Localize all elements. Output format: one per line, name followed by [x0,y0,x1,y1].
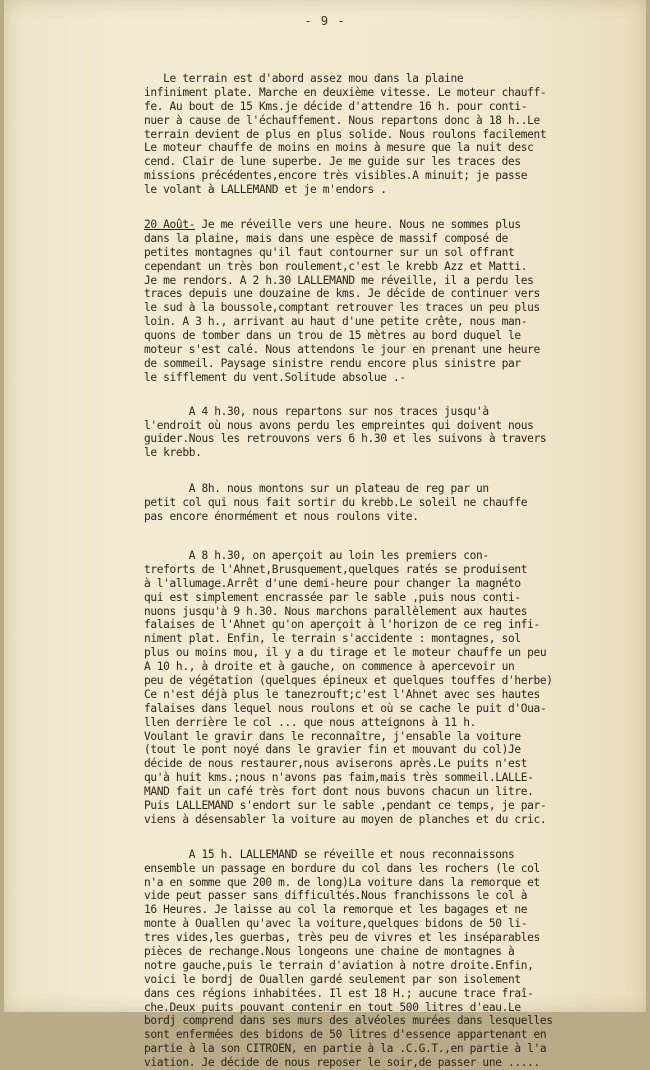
line-text: monte à Ouallen qu'avec la voiture,quelques bidons de 50 li- [144,917,528,931]
line-text: nuons jusqu'à 9 h.30. Nous marchons parallèlement aux hautes [144,604,528,618]
line-text: dans ces régions inhabitées. Il est 18 H.; aucune trace fraî- [144,986,534,1000]
line-text: bordj comprend dans ses murs des alvéoles murées dans lesquelles [144,1014,553,1028]
text-line [144,357,644,371]
paragraph [144,405,644,461]
text-line [144,688,644,702]
line-text: Le terrain est d'abord assez mou dans la plaine [144,72,464,85]
paragraph-spacer [144,827,644,848]
line-text: le sud à la boussole,comptant retrouver les traces un peu plus [144,301,540,315]
text-line [144,959,644,973]
line-text: de sommeil. Paysage sinistre rendu encore plus sinistre par [144,356,521,370]
line-text: treforts de l'Ahnet,Brusquement,quelques ratés se produisent [144,562,528,576]
text-line [144,618,644,632]
line-text: A 4 h.30, nous repartons sur nos traces jusqu'à [144,404,489,418]
line-text: A 15 h. LALLEMAND se réveille et nous reconnaissons [144,847,515,861]
text-line [144,799,644,813]
text-line [144,1028,644,1042]
text-line [144,482,644,496]
text-line [144,446,644,460]
text-line [144,183,644,197]
text-line [144,128,644,142]
paragraph-spacer [144,460,644,482]
line-text: traces depuis une douzaine de kms. Je décide de continuer vers [144,287,540,301]
line-text: Ce n'est déjà plus le tanezrouft;c'est l'Ahnet avec ses hautes [144,687,540,701]
line-text: infiniment plate. Marche en deuxième vitesse. Le moteur chauff- [144,85,547,99]
text-line [144,931,644,945]
text-line [144,577,644,591]
line-text: A 8 h.30, on aperçoit au loin les premiers con- [144,548,489,562]
paragraph [144,218,644,385]
line-text: quons de tomber dans un trou de 15 mètres au bord duquel le [144,329,521,343]
document-body [144,72,644,1070]
line-text: pas encore énormément et nous roulons vite. [144,510,419,524]
text-line [144,903,644,917]
line-text: guider.Nous les retrouvons vers 6 h.30 et les suivons à travers [144,432,547,446]
line-text: Puis LALLEMAND s'endort sur le sable ,pendant ce temps, je par- [144,798,547,812]
text-line [144,563,644,577]
paragraph [144,848,644,1070]
line-text: plus ou moins mou, il y a du tirage et le moteur chauffe un peu [144,646,547,660]
line-text: qui est simplement encrassée par le sable ,puis nous conti- [144,590,521,604]
paragraph [144,549,644,827]
text-line [144,660,644,674]
line-text: 16 Heures. Je laisse au col la remorque et les bagages et ne [144,903,528,917]
text-line [144,287,644,301]
text-line [144,329,644,343]
line-text: pièces de rechange.Nous longeons une chaine de montagnes à [144,944,515,958]
line-text: falaises dans lequel nous roulons et où se cache le puit d'Oua- [144,701,547,715]
line-text: fe. Au bout de 15 Kms.je décide d'attendre 16 h. pour conti- [144,99,528,113]
line-text: peu de végétation (quelques épineux et quelques touffes d'herbe) [144,673,553,687]
paragraph [144,482,644,524]
line-text: niment plat. Enfin, le terrain s'accidente : montagnes, sol [144,632,521,646]
text-line [144,343,644,357]
text-line [144,301,644,315]
line-text: Le moteur chauffe de moins en moins à mesure que la nuit desc [144,141,534,155]
text-line [144,72,644,86]
text-line [144,591,644,605]
line-text: décide de nous restaurer,nous aviserons après.Le puits n'est [144,757,528,771]
paragraph-spacer [144,197,644,218]
text-line [144,646,644,660]
line-text: MAND fait un café très fort dont nous buvons chacun un litre. [144,785,534,799]
line-text: A 8h. nous montons sur un plateau de reg par un [144,482,489,496]
text-line [144,743,644,757]
line-text: nuer à cause de l'échauffement. Nous repartons donc à 18 h..Le [144,113,540,127]
text-line [144,315,644,329]
line-text: missions précédentes,encore très visibles.A minuit; je passe [144,169,528,183]
page-number: - 9 - [304,14,346,28]
text-line [144,889,644,903]
line-text: sont enfermées des bidons de 50 litres d'essence appartenant en [144,1028,547,1042]
line-text: che.Deux puits pouvant contenir en tout 500 litres d'eau.Le [144,1000,521,1014]
text-line [144,1056,644,1070]
paragraph [144,72,644,197]
text-line [144,496,644,510]
text-line [144,862,644,876]
text-line [144,246,644,260]
text-line [144,945,644,959]
line-text: viation. Je décide de nous reposer le soir,de passer une ..... [144,1056,540,1070]
text-line [144,114,644,128]
line-text: partie à la son CITROEN, en partie à la .C.G.T.,en partie à l'a [144,1042,547,1056]
paragraph-spacer [144,524,644,549]
paragraph-spacer [144,385,644,405]
text-line [144,1001,644,1015]
text-line [144,141,644,155]
line-text: n'a en somme que 200 m. de long)La voiture dans la remorque et [144,875,540,889]
line-text: l'endroit où nous avons perdu les empreintes qui doivent nous [144,418,534,432]
line-text: Voulant le gravir dans le reconnaître, j'ensable la voiture [144,729,521,743]
text-line [144,405,644,419]
text-line [144,260,644,274]
text-line [144,876,644,890]
line-text: llen derrière le col ... que nous atteignons à 11 h. [144,715,477,729]
line-text: Je me rendors. A 2 h.30 LALLEMAND me réveille, il a perdu les [144,273,534,287]
line-text: dans la plaine, mais dans une espèce de massif composé de [144,231,508,245]
text-line [144,917,644,931]
line-text: moteur s'est calé. Nous attendons le jour en prenant une heure [144,343,540,357]
text-line [144,813,644,827]
line-text: cend. Clair de lune superbe. Je me guide sur les traces des [144,155,521,169]
text-line [144,848,644,862]
text-line [144,155,644,169]
text-line [144,232,644,246]
line-text: cependant un très bon roulement,c'est le krebb Azz et Matti. [144,259,528,273]
text-line [144,785,644,799]
text-line [144,510,644,524]
text-line [144,973,644,987]
text-line [144,1014,644,1028]
text-line [144,757,644,771]
text-line [144,771,644,785]
line-text: le krebb. [144,446,202,460]
text-line [144,674,644,688]
line-text: petites montagnes qu'il faut contourner sur un sol offrant [144,245,515,259]
text-line [144,730,644,744]
line-text: notre gauche,puis le terrain d'aviation à notre droite.Enfin, [144,958,534,972]
line-text: à l'allumage.Arrêt d'une demi-heure pour changer la magnéto [144,576,521,590]
text-line [144,274,644,288]
text-line [144,218,644,232]
text-line [144,86,644,100]
text-line [144,605,644,619]
line-text: (tout le pont noyé dans le gravier fin et mouvant du col)Je [144,743,521,757]
text-line [144,169,644,183]
line-text: voici le bordj de Ouallen gardé seulement par son isolement [144,972,521,986]
line-text: ensemble un passage en bordure du col dans les rochers (le col [144,861,540,875]
text-line [144,549,644,563]
line-text: terrain devient de plus en plus solide. Nous roulons facilement [144,127,547,141]
line-text: le volant à LALLEMAND et je m'endors . [144,183,387,197]
text-line [144,1042,644,1056]
text-line [144,987,644,1001]
line-text: vide peut passer sans difficultés.Nous franchissons le col à [144,889,528,903]
line-text: tres vides,les guerbas, très peu de vivres et les inséparables [144,931,540,945]
typewritten-page [4,0,646,1070]
line-text: le sifflement du vent.Solitude absolue .- [144,370,406,384]
text-line [144,716,644,730]
entry-date: 20 Août- [144,218,196,232]
text-line [144,432,644,446]
text-line [144,371,644,385]
line-text: petit col qui nous fait sortir du krebb.Le soleil ne chauffe [144,496,528,510]
line-text: falaises de l'Ahnet qu'on aperçoit à l'horizon de ce reg infi- [144,618,540,632]
line-text: loin. A 3 h., arrivant au haut d'une petite crête, nous man- [144,315,528,329]
line-text: qu'à huit kms.;nous n'avons pas faim,mais très sommeil.LALLE- [144,771,534,785]
text-line [144,702,644,716]
line-text: viens à désensabler la voiture au moyen de planches et du cric. [144,812,547,826]
text-line [144,632,644,646]
text-line [144,419,644,433]
line-text: A 10 h., à droite et à gauche, on commence à apercevoir un [144,660,515,674]
line-text: Je me réveille vers une heure. Nous ne sommes plus [195,218,521,232]
text-line [144,100,644,114]
